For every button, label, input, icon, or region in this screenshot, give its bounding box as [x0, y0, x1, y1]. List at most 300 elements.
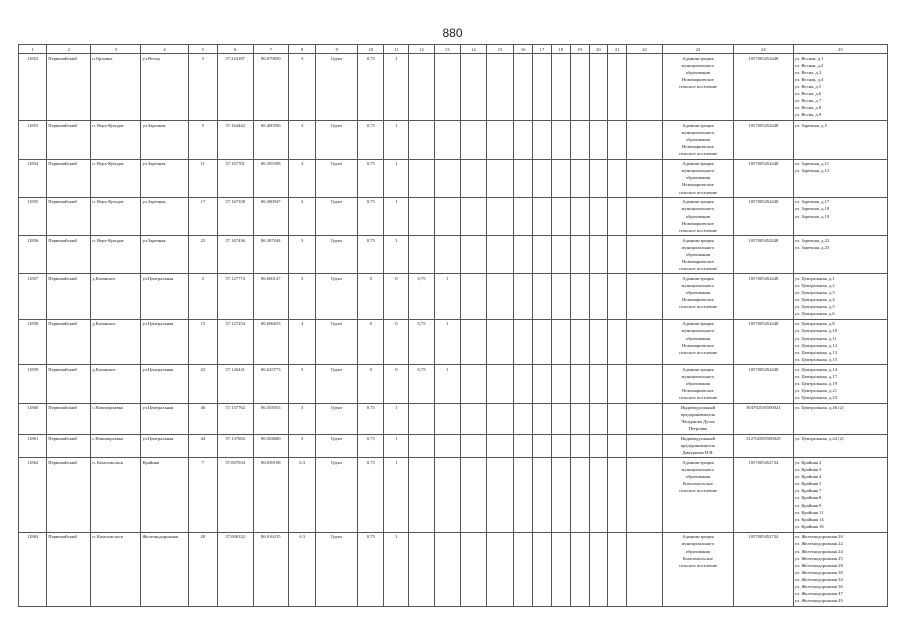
district-cell: Первомайский — [47, 434, 91, 458]
container-count-cell: 1 — [384, 54, 409, 121]
administration-cell — [662, 159, 733, 197]
administration-line: Администрация — [682, 275, 714, 281]
empty-cell — [570, 434, 589, 458]
column-number: 1 — [19, 45, 47, 54]
column-number: 9 — [316, 45, 358, 54]
container-count-cell: 1 — [384, 197, 409, 235]
served-address: ул. Центральная, д.10 — [794, 328, 838, 334]
empty-cell — [589, 159, 608, 197]
administration-line: сельское поселение — [678, 151, 718, 157]
district-cell: Первомайский — [47, 236, 91, 274]
column-number: 22 — [627, 45, 663, 54]
street-cell: ул.Заречная — [141, 236, 188, 274]
record-number: 11854 — [19, 159, 47, 197]
administration-line: муниципального — [681, 129, 715, 135]
served-addresses-cell — [793, 365, 887, 403]
served-address: ул. Весная, д.1 — [794, 55, 824, 61]
extra-volume-cell — [409, 403, 434, 434]
extra-count-cell: 1 — [434, 319, 460, 365]
street-cell: ул.Центральная — [141, 434, 188, 458]
served-addresses-cell — [793, 159, 887, 197]
served-address: ул. Весна, д.9 — [794, 112, 822, 118]
empty-cell — [486, 458, 513, 533]
administration-line: Администрация — [682, 459, 714, 465]
extra-volume-cell — [409, 532, 434, 607]
column-number: 5 — [188, 45, 217, 54]
page-number: 880 — [442, 26, 463, 40]
administration-cell — [662, 532, 733, 607]
served-address: ул. Центральная, д.8 — [794, 321, 835, 327]
served-address: ул. Центральная, д.5 — [794, 304, 835, 310]
administration-line: образования — [685, 335, 711, 341]
district-cell: Первомайский — [47, 403, 91, 434]
extra-volume-cell: 0,75 — [409, 274, 434, 320]
empty-cell — [533, 121, 552, 159]
registration-number-cell: 1057005452448 — [734, 54, 794, 121]
empty-cell — [533, 236, 552, 274]
extra-count-cell — [434, 121, 460, 159]
column-number: 25 — [793, 45, 887, 54]
extra-count-cell: 1 — [434, 274, 460, 320]
empty-cell — [608, 274, 627, 320]
longitude-cell: 86.504600 — [253, 434, 289, 458]
latitude-cell: 57.006332 — [217, 532, 253, 607]
empty-cell — [533, 319, 552, 365]
empty-cell — [589, 319, 608, 365]
extra-volume-cell — [409, 197, 434, 235]
empty-cell — [551, 458, 570, 533]
empty-cell — [460, 274, 486, 320]
empty-cell — [627, 274, 663, 320]
column-number: 15 — [486, 45, 513, 54]
empty-cell — [589, 197, 608, 235]
house-number-cell: 11 — [188, 159, 217, 197]
surface-cell: Грунт — [316, 54, 358, 121]
longitude-cell: 86.395398 — [253, 159, 289, 197]
column-number: 18 — [551, 45, 570, 54]
administration-line: сельское поселение — [678, 189, 718, 195]
empty-cell — [589, 532, 608, 607]
empty-cell — [486, 319, 513, 365]
empty-cell — [460, 532, 486, 607]
administration-line: образования — [685, 69, 711, 75]
column-number: 14 — [460, 45, 486, 54]
container-area-cell: 3 — [289, 236, 316, 274]
empty-cell — [608, 532, 627, 607]
served-address: ул. Крайняя 11 — [794, 509, 824, 515]
district-cell: Первомайский — [47, 159, 91, 197]
administration-line: сельское поселение — [678, 395, 718, 401]
empty-cell — [533, 532, 552, 607]
longitude-cell: 86.503053 — [253, 403, 289, 434]
empty-cell — [570, 403, 589, 434]
empty-cell — [514, 197, 533, 235]
column-number: 21 — [608, 45, 627, 54]
column-number: 10 — [358, 45, 384, 54]
settlement-cell: д.Казанское — [91, 274, 141, 320]
column-number: 19 — [570, 45, 589, 54]
empty-cell — [608, 121, 627, 159]
extra-count-cell — [434, 458, 460, 533]
served-address: ул. Крайняя 3 — [794, 466, 822, 472]
administration-line: образования — [685, 251, 711, 257]
served-address: ул. Центральная, д.2 — [794, 282, 835, 288]
served-address: ул. Железнодорожная 28 — [794, 562, 843, 568]
empty-cell — [514, 159, 533, 197]
administration-cell — [662, 197, 733, 235]
house-number-cell: 5 — [188, 54, 217, 121]
surface-cell: Грунт — [316, 434, 358, 458]
container-volume-cell: 0,75 — [358, 403, 384, 434]
served-address: ул. Заречная, д.5 — [794, 122, 827, 128]
record-number: 11855 — [19, 197, 47, 235]
administration-cell — [662, 236, 733, 274]
table-row — [19, 365, 888, 403]
administration-line: сельское поселение — [678, 349, 718, 355]
empty-cell — [570, 121, 589, 159]
street-cell: ул.Заречная — [141, 121, 188, 159]
empty-cell — [460, 159, 486, 197]
empty-cell — [608, 54, 627, 121]
empty-cell — [460, 236, 486, 274]
empty-cell — [570, 365, 589, 403]
table-row — [19, 434, 888, 458]
extra-count-cell — [434, 532, 460, 607]
registry-rows — [19, 54, 888, 607]
empty-cell — [551, 319, 570, 365]
empty-cell — [627, 159, 663, 197]
empty-cell — [589, 434, 608, 458]
empty-cell — [570, 236, 589, 274]
surface-cell: Грунт — [316, 159, 358, 197]
house-number-cell: 2 — [188, 274, 217, 320]
record-number: 11860 — [19, 403, 47, 434]
administration-line: Новомарьевское — [681, 342, 714, 348]
registry-table — [18, 44, 888, 607]
empty-cell — [627, 121, 663, 159]
surface-cell: Грунт — [316, 121, 358, 159]
longitude-cell: 86.600127 — [253, 274, 289, 320]
administration-line: муниципального — [681, 541, 715, 547]
administration-cell — [662, 121, 733, 159]
served-address: ул. Центральная, д.1 — [794, 275, 835, 281]
empty-cell — [589, 458, 608, 533]
surface-cell: Грунт — [316, 458, 358, 533]
administration-line: сельское поселение — [678, 84, 718, 90]
served-address: ул. Крайняя 14 — [794, 516, 824, 522]
empty-cell — [460, 434, 486, 458]
latitude-cell: 57.137692 — [217, 434, 253, 458]
empty-cell — [514, 434, 533, 458]
administration-line: Новомарьевское — [681, 297, 714, 303]
column-number: 2 — [47, 45, 91, 54]
served-address: ул. Весна, д.6 — [794, 91, 822, 97]
street-cell: ул.Заречная — [141, 197, 188, 235]
record-number: 11853 — [19, 121, 47, 159]
empty-cell — [533, 197, 552, 235]
container-volume-cell: 0,75 — [358, 236, 384, 274]
administration-line: Администрация — [682, 199, 714, 205]
administration-line: образования — [685, 137, 711, 143]
empty-cell — [589, 54, 608, 121]
administration-cell — [662, 365, 733, 403]
empty-cell — [570, 159, 589, 197]
administration-line: муниципального — [681, 62, 715, 68]
served-address: ул. Заречная, д.25 — [794, 244, 830, 250]
settlement-cell: п. Верх-Куендат — [91, 121, 141, 159]
registration-number-cell: 1057005452448 — [734, 274, 794, 320]
served-address: ул. Железнодорожная 24 — [794, 548, 843, 554]
column-number: 7 — [253, 45, 289, 54]
longitude-cell: 86.606653 — [253, 319, 289, 365]
administration-line: предприниматель — [680, 443, 716, 449]
served-address: ул. Центральная, д.6 — [794, 311, 835, 317]
table-row — [19, 319, 888, 365]
administration-line: образования — [685, 474, 711, 480]
served-addresses-cell — [793, 54, 887, 121]
longitude-cell: 86.400356 — [253, 121, 289, 159]
record-number: 11862 — [19, 458, 47, 533]
latitude-cell: 57.167358 — [217, 197, 253, 235]
administration-line: Администрация — [682, 55, 714, 61]
served-addresses-cell — [793, 236, 887, 274]
administration-line: образования — [685, 175, 711, 181]
administration-line: Администрация — [682, 366, 714, 372]
served-address: ул. Весна, д.3 — [794, 69, 822, 75]
administration-line: Администрация — [682, 321, 714, 327]
empty-cell — [589, 365, 608, 403]
empty-cell — [460, 365, 486, 403]
container-area-cell: 3 — [289, 197, 316, 235]
settlement-cell: с.Новомарьевка — [91, 403, 141, 434]
served-address: ул. Заречная, д.19 — [794, 213, 830, 219]
settlement-cell: с.Новомарьевка — [91, 434, 141, 458]
container-area-cell: 3 — [289, 54, 316, 121]
street-cell: ул.Центральная — [141, 274, 188, 320]
empty-cell — [486, 403, 513, 434]
empty-cell — [533, 54, 552, 121]
empty-cell — [533, 365, 552, 403]
longitude-cell: 86.039108 — [253, 458, 289, 533]
surface-cell: Грунт — [316, 403, 358, 434]
container-area-cell: 6.3 — [289, 532, 316, 607]
column-number: 20 — [589, 45, 608, 54]
administration-line: образования — [685, 381, 711, 387]
served-address: ул. Крайняя 16 — [794, 523, 824, 529]
served-address: ул. Весна, д.8 — [794, 105, 822, 111]
empty-cell — [570, 274, 589, 320]
empty-cell — [551, 274, 570, 320]
street-cell: ул.Весна — [141, 54, 188, 121]
served-addresses-cell — [793, 121, 887, 159]
container-volume-cell: 0,75 — [358, 434, 384, 458]
column-number: 13 — [434, 45, 460, 54]
column-number: 4 — [141, 45, 188, 54]
empty-cell — [486, 197, 513, 235]
container-count-cell: 1 — [384, 458, 409, 533]
administration-line: Новомарьевское — [681, 258, 714, 264]
container-count-cell: 1 — [384, 121, 409, 159]
extra-volume-cell: 0,75 — [409, 319, 434, 365]
administration-line: образования — [685, 548, 711, 554]
administration-line: сельское поселение — [678, 562, 718, 568]
administration-line: муниципального — [681, 168, 715, 174]
district-cell: Первомайский — [47, 458, 91, 533]
longitude-cell: 86.390947 — [253, 197, 289, 235]
container-area-cell: 3 — [289, 403, 316, 434]
administration-line: Петровна — [688, 426, 708, 432]
served-address: ул. Железнодорожная 25 — [794, 555, 843, 561]
empty-cell — [551, 532, 570, 607]
served-address: ул. Центральная, д.11 — [794, 335, 837, 341]
served-address: ул. Крайняя 5 — [794, 481, 822, 487]
extra-volume-cell — [409, 159, 434, 197]
container-area-cell: 3 — [289, 121, 316, 159]
empty-cell — [608, 319, 627, 365]
extra-volume-cell — [409, 121, 434, 159]
column-number: 23 — [662, 45, 733, 54]
longitude-cell: 86.016215 — [253, 532, 289, 607]
served-address: ул. Центральная, д.14 — [794, 366, 838, 372]
served-address: ул. Железнодорожная 47 — [794, 591, 843, 597]
served-addresses-cell — [793, 319, 887, 365]
empty-cell — [460, 458, 486, 533]
column-number: 6 — [217, 45, 253, 54]
administration-line: Администрация — [682, 534, 714, 540]
served-address: ул. Железнодорожная 22 — [794, 541, 843, 547]
empty-cell — [627, 403, 663, 434]
settlement-cell: п. Комсомольск — [91, 458, 141, 533]
record-number: 11861 — [19, 434, 47, 458]
container-volume-cell: 0 — [358, 274, 384, 320]
street-cell: Крайняя — [141, 458, 188, 533]
table-row — [19, 458, 888, 533]
registration-number-cell: 1057005452448 — [734, 365, 794, 403]
empty-cell — [570, 319, 589, 365]
registration-number-cell: 304702536500021 — [734, 403, 794, 434]
street-cell: ул.Заречная — [141, 159, 188, 197]
house-number-cell: 44 — [188, 434, 217, 458]
column-number: 3 — [91, 45, 141, 54]
administration-line: муниципального — [681, 206, 715, 212]
table-row — [19, 159, 888, 197]
column-number: 24 — [734, 45, 794, 54]
extra-volume-cell — [409, 54, 434, 121]
registration-number-cell: 1057005452734 — [734, 532, 794, 607]
administration-line: Администрация — [682, 122, 714, 128]
extra-count-cell — [434, 159, 460, 197]
house-number-cell: 25 — [188, 236, 217, 274]
administration-line: Новомарьевское — [681, 76, 714, 82]
served-address: ул. Крайняя 9 — [794, 502, 822, 508]
container-count-cell: 1 — [384, 236, 409, 274]
administration-line: муниципального — [681, 244, 715, 250]
served-address: ул. Железнодорожная 30 — [794, 569, 843, 575]
empty-cell — [460, 54, 486, 121]
empty-cell — [486, 159, 513, 197]
container-area-cell: 6.3 — [289, 458, 316, 533]
empty-cell — [608, 434, 627, 458]
table-row — [19, 274, 888, 320]
table-row — [19, 121, 888, 159]
administration-line: сельское поселение — [678, 488, 718, 494]
administration-line: Новомарьевское — [681, 182, 714, 188]
registration-number-cell: 1057005452448 — [734, 197, 794, 235]
empty-cell — [627, 458, 663, 533]
district-cell: Первомайский — [47, 121, 91, 159]
record-number: 11859 — [19, 365, 47, 403]
table-row — [19, 236, 888, 274]
empty-cell — [608, 365, 627, 403]
column-number: 16 — [514, 45, 533, 54]
served-address: ул. Центральная, д.17 — [794, 373, 838, 379]
empty-cell — [551, 403, 570, 434]
column-number: 11 — [384, 45, 409, 54]
administration-line: Комсомольское — [682, 481, 713, 487]
surface-cell: Грунт — [316, 274, 358, 320]
empty-cell — [514, 319, 533, 365]
house-number-cell: 15 — [188, 319, 217, 365]
served-address: ул. Заречная, д.13 — [794, 168, 830, 174]
street-cell: ул.Центральная — [141, 403, 188, 434]
container-area-cell: 3 — [289, 434, 316, 458]
house-number-cell: 28 — [188, 532, 217, 607]
surface-cell: Грунт — [316, 532, 358, 607]
empty-cell — [627, 54, 663, 121]
administration-line: образования — [685, 290, 711, 296]
container-volume-cell: 0,75 — [358, 159, 384, 197]
house-number-cell: 5 — [188, 121, 217, 159]
table-row — [19, 403, 888, 434]
empty-cell — [533, 458, 552, 533]
extra-count-cell — [434, 54, 460, 121]
administration-line: Администрация — [682, 237, 714, 243]
container-volume-cell: 0,75 — [358, 458, 384, 533]
table-row — [19, 532, 888, 607]
empty-cell — [551, 54, 570, 121]
column-number: 12 — [409, 45, 434, 54]
settlement-cell: п. Верх-Куендат — [91, 197, 141, 235]
settlement-cell: п. Комсомольск — [91, 532, 141, 607]
latitude-cell: 57.127774 — [217, 274, 253, 320]
container-volume-cell: 0 — [358, 319, 384, 365]
administration-line: сельское поселение — [678, 266, 718, 272]
served-address: ул. Заречная, д.18 — [794, 206, 830, 212]
empty-cell — [486, 274, 513, 320]
extra-volume-cell: 0,75 — [409, 365, 434, 403]
container-volume-cell: 0,75 — [358, 197, 384, 235]
registration-number-cell: 1057005452448 — [734, 121, 794, 159]
empty-cell — [514, 403, 533, 434]
empty-cell — [589, 236, 608, 274]
street-cell: Железнодорожная — [141, 532, 188, 607]
district-cell: Первомайский — [47, 274, 91, 320]
column-number: 8 — [289, 45, 316, 54]
served-address: ул. Весная, д.2 — [794, 62, 824, 68]
registration-number-cell: 1057005452734 — [734, 458, 794, 533]
registration-number-cell: 312702505500029 — [734, 434, 794, 458]
container-count-cell: 0 — [384, 365, 409, 403]
empty-cell — [627, 365, 663, 403]
served-address: ул. Центральная, д.12 — [794, 342, 838, 348]
empty-cell — [486, 54, 513, 121]
house-number-cell: 46 — [188, 403, 217, 434]
container-count-cell: 1 — [384, 159, 409, 197]
container-volume-cell: 0 — [358, 365, 384, 403]
latitude-cell: 57.164442 — [217, 121, 253, 159]
administration-line: образования — [685, 213, 711, 219]
extra-count-cell — [434, 236, 460, 274]
